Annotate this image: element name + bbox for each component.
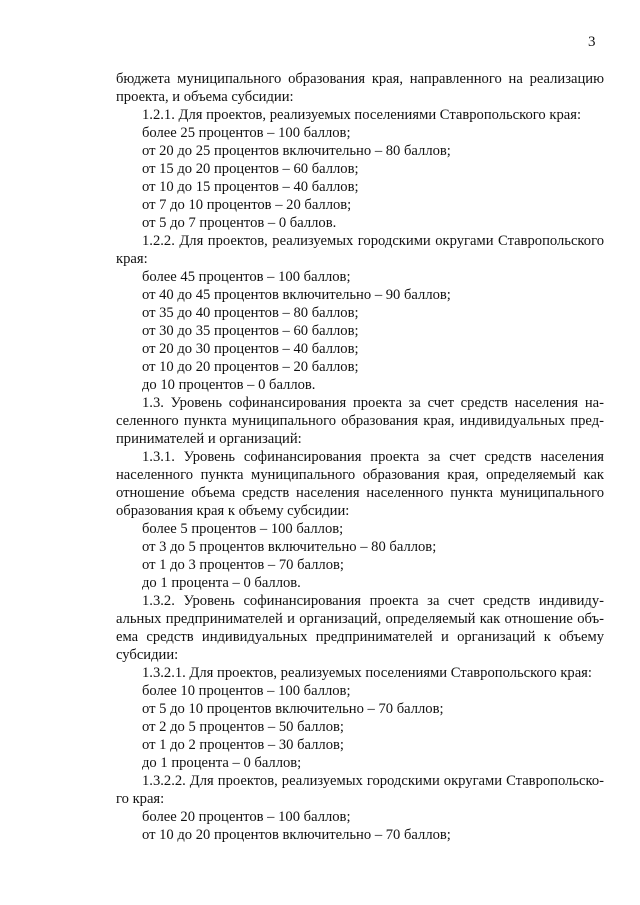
text-line: до 10 процентов – 0 баллов. [142,377,316,393]
text-line: до 1 процента – 0 баллов. [142,575,301,591]
text-line: от 1 до 2 процентов – 30 баллов; [142,737,344,753]
document-body [116,70,604,844]
text-line: более 20 процентов – 100 баллов; [142,809,351,825]
text-line: от 20 до 25 процентов включительно – 80 баллов; [142,143,451,159]
text-line: более 45 процентов – 100 баллов; [142,269,351,285]
text-line: населенного пункта муниципального образования края, определяемый как [116,467,604,483]
text-line: 1.3.2.1. Для проектов, реализуемых поселениями Ставропольского края: [142,665,592,681]
text-line: более 25 процентов – 100 баллов; [142,125,351,141]
text-line: от 15 до 20 процентов – 60 баллов; [142,161,359,177]
text-line: 1.3.2. Уровень софинансирования проекта за счет средств индивиду- [142,593,604,609]
text-line: от 1 до 3 процентов – 70 баллов; [142,557,344,573]
page-number: 3 [588,34,596,50]
text-line: 1.3. Уровень софинансирования проекта за счет средств населения на- [142,395,604,411]
text-line: принимателей и организаций: [116,431,302,447]
text-line: от 7 до 10 процентов – 20 баллов; [142,197,352,213]
text-line: бюджета муниципального образования края, направленного на реализацию [116,71,604,87]
text-line: от 5 до 10 процентов включительно – 70 баллов; [142,701,444,717]
text-line: от 10 до 20 процентов включительно – 70 баллов; [142,827,451,843]
text-line: от 30 до 35 процентов – 60 баллов; [142,323,359,339]
text-line: го края: [116,791,165,807]
text-line: от 20 до 30 процентов – 40 баллов; [142,341,359,357]
text-line: от 2 до 5 процентов – 50 баллов; [142,719,344,735]
text-line: от 10 до 20 процентов – 20 баллов; [142,359,359,375]
text-line: 1.3.2.2. Для проектов, реализуемых городскими округами Ставропольско- [142,773,604,789]
text-line: до 1 процента – 0 баллов; [142,755,302,771]
text-line: более 10 процентов – 100 баллов; [142,683,351,699]
text-line: 1.2.1. Для проектов, реализуемых поселениями Ставропольского края: [142,107,582,123]
text-line: от 40 до 45 процентов включительно – 90 баллов; [142,287,451,303]
text-line: альных предпринимателей и организаций, определяемый как отношение объ- [116,611,604,627]
text-line: проекта, и объема субсидии: [116,89,294,105]
text-line: 1.3.1. Уровень софинансирования проекта за счет средств населения [142,449,604,465]
text-line: субсидии: [116,647,179,663]
text-line: селенного пункта муниципального образования края, индивидуальных пред- [116,413,604,429]
text-line: края: [116,251,148,267]
text-line: образования края к объему субсидии: [116,503,350,519]
text-line: от 3 до 5 процентов включительно – 80 баллов; [142,539,437,555]
text-line: отношение объема средств населения населенного пункта муниципального [116,485,604,501]
text-line: ема средств индивидуальных предпринимателей и организаций к объему [116,629,604,645]
text-line: более 5 процентов – 100 баллов; [142,521,344,537]
text-line: от 5 до 7 процентов – 0 баллов. [142,215,337,231]
text-line: от 35 до 40 процентов – 80 баллов; [142,305,359,321]
text-line: от 10 до 15 процентов – 40 баллов; [142,179,359,195]
text-line: 1.2.2. Для проектов, реализуемых городскими округами Ставропольского [142,233,604,249]
